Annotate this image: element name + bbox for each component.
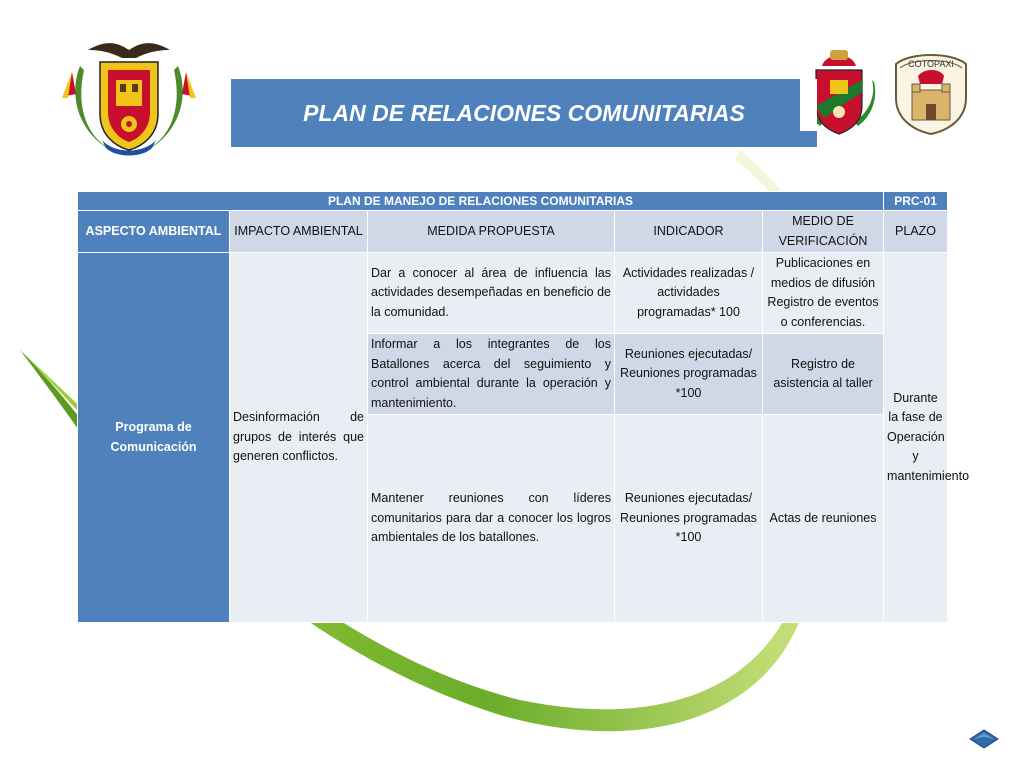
- indicador-cell: Reuniones ejecutadas/ Reuniones programadas *100: [615, 415, 763, 623]
- slide-title-bar: [231, 79, 817, 147]
- medida-cell: Informar a los integrantes de los Batallones acerca del seguimiento y control ambiental durante la operación y mantenimiento.: [368, 334, 615, 415]
- next-slide-icon[interactable]: [968, 728, 1000, 750]
- medio-cell: Registro de asistencia al taller: [763, 334, 884, 415]
- medida-cell: Dar a conocer al área de influencia las actividades desempeñadas en beneficio de la comunidad.: [368, 253, 615, 334]
- title-bar-notch: [800, 79, 817, 131]
- management-plan-table: [77, 191, 970, 623]
- table-title: PLAN DE MANEJO DE RELACIONES COMUNITARIAS: [78, 192, 884, 211]
- ecuador-coat-of-arms-logo: [58, 36, 200, 162]
- indicador-cell: Reuniones ejecutadas/ Reuniones programadas *100: [615, 334, 763, 415]
- slide-title: PLAN DE RELACIONES COMUNITARIAS: [303, 99, 745, 126]
- medio-cell: Actas de reuniones: [763, 415, 884, 623]
- header-impacto: IMPACTO AMBIENTAL: [230, 211, 368, 253]
- impacto-cell: Desinformación de grupos de interés que generen conflictos.: [230, 253, 368, 623]
- table-title-row: [78, 192, 948, 211]
- aspecto-cell: Programa de Comunicación: [78, 253, 230, 623]
- table-header-row: [78, 211, 948, 253]
- table-row: [78, 253, 948, 334]
- cotopaxi-logo-text: COTOPAXI: [908, 59, 954, 69]
- table-code: PRC-01: [884, 192, 948, 211]
- header-medida: MEDIDA PROPUESTA: [368, 211, 615, 253]
- plazo-cell: Durante la fase de Operación y mantenimiento: [884, 253, 948, 623]
- medida-cell: Mantener reuniones con líderes comunitarios para dar a conocer los logros ambientales de los batallones.: [368, 415, 615, 623]
- header-aspecto: ASPECTO AMBIENTAL: [78, 211, 230, 253]
- header-indicador: INDICADOR: [615, 211, 763, 253]
- indicador-cell: Actividades realizadas / actividades programadas* 100: [615, 253, 763, 334]
- header-plazo: PLAZO: [884, 211, 948, 253]
- cotopaxi-crest-logo: [890, 50, 972, 136]
- medio-cell: Publicaciones en medios de difusión Registro de eventos o conferencias.: [763, 253, 884, 334]
- header-medio: MEDIO DE VERIFICACIÓN: [763, 211, 884, 253]
